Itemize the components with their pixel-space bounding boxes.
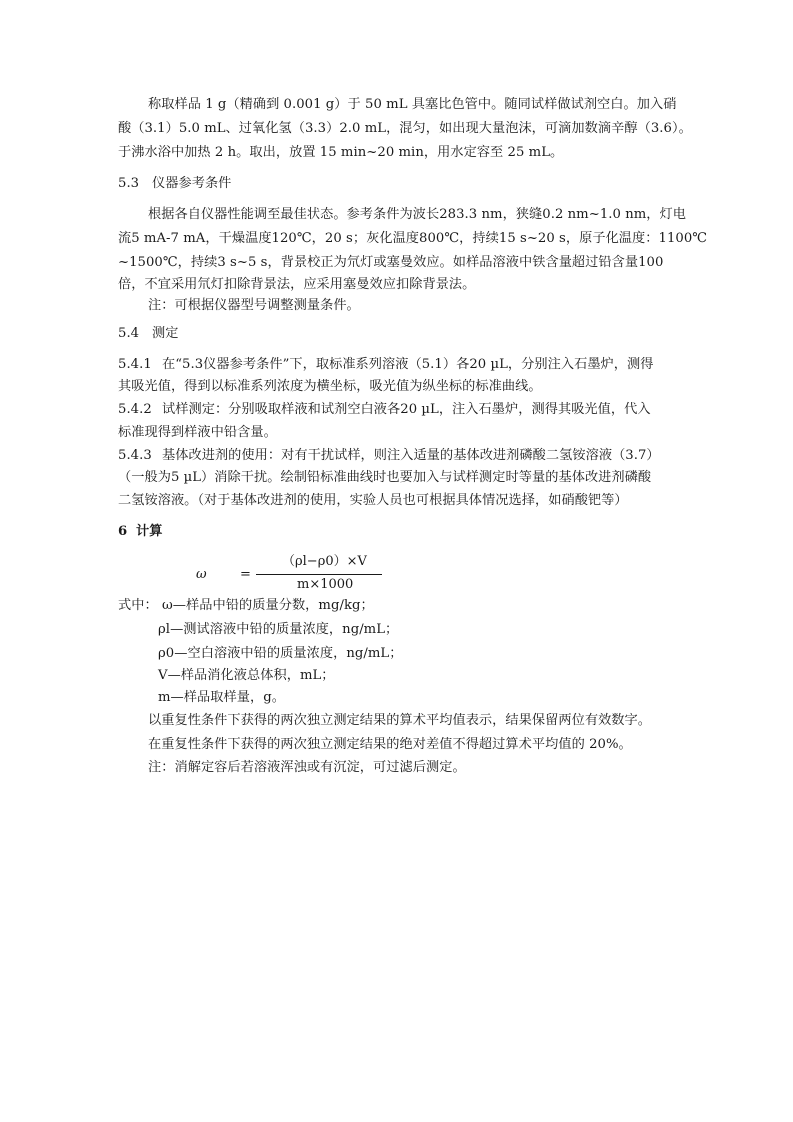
paragraph-line: 二氢铵溶液。（对于基体改进剂的使用，实验人员也可根据具体情况选择，如硝酸钯等）: [118, 493, 628, 508]
formula-lhs: ω: [196, 567, 207, 582]
paragraph-line: 根据各自仪器性能调至最佳状态。参考条件为波长283.3 nm，狭缝0.2 nm~1.0 nm，灯电: [148, 207, 687, 222]
paragraph-line: 在“5.3仪器参考条件”下，取标准系列溶液（5.1）各20 µL，分别注入石墨炉，测得: [162, 357, 654, 372]
definition-v: V—样品消化液总体积，mL；: [158, 668, 335, 683]
formula-numerator: （ρl−ρ0）×V: [282, 554, 367, 569]
paragraph-line: 称取样品 1 g（精确到 0.001 g）于 50 mL 具塞比色管中。随同试样做试剂空白。加入硝: [148, 97, 677, 112]
paragraph-line: 于沸水浴中加热 2 h。取出，放置 15 min~20 min，用水定容至 25 mL。: [118, 145, 564, 160]
paragraph-line: 基体改进剂的使用：对有干扰试样，则注入适量的基体改进剂磷酸二氢铵溶液（3.7）: [162, 448, 660, 463]
paragraph-line: 其吸光值，得到以标准系列浓度为横坐标，吸光值为纵坐标的标准曲线。: [118, 379, 542, 394]
section-5-3-title: 仪器参考条件: [152, 176, 232, 191]
definition-rho-l: ρl—测试溶液中铅的质量浓度，ng/mL；: [158, 622, 399, 637]
paragraph-line: 流5 mA-7 mA，干燥温度120℃，20 s；灰化温度800℃，持续15 s~20 s，原子化温度：1100℃: [118, 231, 708, 246]
section-6-number: 6: [118, 524, 128, 539]
where-prefix: 式中：: [118, 598, 158, 613]
fraction-bar: [256, 574, 382, 575]
paragraph-line: （一般为5 µL）消除干扰。绘制铅标准曲线时也要加入与试样测定时等量的基体改进剂磷酸: [118, 470, 652, 485]
section-6-title: 计算: [136, 524, 163, 539]
paragraph-line: 以重复性条件下获得的两次独立测定结果的算术平均值表示，结果保留两位有效数字。: [148, 713, 652, 728]
formula-denominator: m×1000: [297, 577, 354, 592]
subsection-5-4-2-number: 5.4.2: [118, 402, 152, 417]
section-5-3-number: 5.3: [118, 176, 140, 191]
paragraph-line: 标准现得到样液中铅含量。: [118, 425, 277, 440]
subsection-5-4-1-number: 5.4.1: [118, 357, 152, 372]
paragraph-line: ~1500℃，持续3 s~5 s，背景校正为氘灯或塞曼效应。如样品溶液中铁含量超过铅含量100: [118, 255, 664, 270]
paragraph-line: 酸（3.1）5.0 mL、过氧化氢（3.3）2.0 mL，混匀，如出现大量泡沫，可滴加数滴辛醇（3.6）。: [118, 121, 692, 136]
note: 注：可根据仪器型号调整测量条件。: [148, 298, 360, 313]
formula-equals: =: [240, 567, 251, 582]
paragraph-line: 在重复性条件下获得的两次独立测定结果的绝对差值不得超过算术平均值的 20%。: [148, 737, 632, 752]
definition-m: m—样品取样量，g。: [158, 690, 285, 705]
definition-rho-0: ρ0—空白溶液中铅的质量浓度，ng/mL；: [158, 646, 403, 661]
paragraph-line: 倍，不宜采用氘灯扣除背景法，应采用塞曼效应扣除背景法。: [118, 277, 476, 292]
section-5-4-number: 5.4: [118, 326, 140, 341]
note: 注：消解定容后若溶液浑浊或有沉淀，可过滤后测定。: [148, 760, 466, 775]
paragraph-line: 试样测定：分别吸取样液和试剂空白液各20 µL，注入石墨炉，测得其吸光值，代入: [162, 402, 651, 417]
subsection-5-4-3-number: 5.4.3: [118, 448, 152, 463]
section-5-4-title: 测定: [152, 326, 179, 341]
definition-omega: ω—样品中铅的质量分数，mg/kg；: [162, 598, 374, 613]
